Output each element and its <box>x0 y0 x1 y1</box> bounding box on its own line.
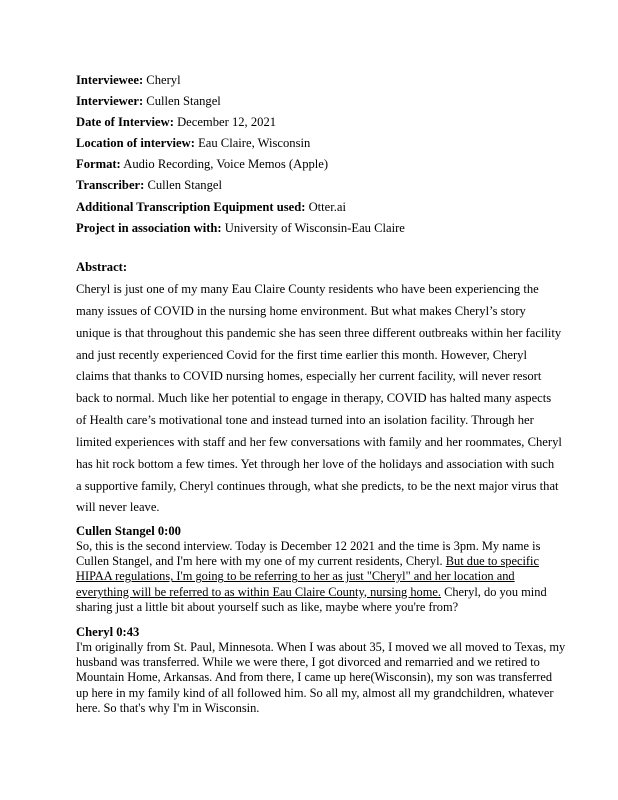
transcript-paragraph: I'm originally from St. Paul, Minnesota. When I was about 35, I moved we all moved to Texas, my husband was transferred. While we were there, I got divorced and remarried and we retired to Mountain Home, Arkansas. And from there, I came up here(Wisconsin), my son was transferred up here in my family kind of all followed him. So all my, almost all my grandchildren, whatever here. So that's why I'm in Wisconsin. <box>76 640 566 715</box>
date-value: December 12, 2021 <box>173 115 277 130</box>
project-value: University of Wisconsin-Eau Claire <box>221 220 405 235</box>
abstract-heading: Abstract: <box>76 260 128 274</box>
transcript-text: Cheryl, do you mind sharing just a little bit about yourself such as like, maybe where you're from? <box>76 584 547 614</box>
interviewee-value: Cheryl <box>143 73 181 87</box>
equipment-line <box>76 197 556 218</box>
project-label: Project in association with: <box>76 220 222 235</box>
transcript-text: So, this is the second interview. Today is December 12 2021 and the time is 3pm. My name is Cullen Stangel, and I'm here with my one of my current residents, Cheryl. <box>76 539 541 569</box>
transcript-underlined-text: But due to specific HIPAA regulations, I'm going to be referring to her as just "Cheryl" and her location and everything will be referred to as within Eau Claire County, nursing home. <box>76 554 540 599</box>
location-value: Eau Claire, Wisconsin <box>194 136 311 151</box>
interviewee-line <box>76 70 556 91</box>
transcriber-line <box>76 175 556 196</box>
transcriber-label: Transcriber: <box>76 178 145 193</box>
transcript-paragraph <box>76 539 566 615</box>
speaker-heading: Cheryl 0:43 <box>76 625 140 639</box>
interviewee-label: Interviewee: <box>76 73 144 87</box>
interviewer-value: Cullen Stangel <box>143 94 221 109</box>
date-line <box>76 112 556 133</box>
location-line <box>76 133 556 154</box>
format-line <box>76 154 556 175</box>
speaker-heading: Cullen Stangel 0:00 <box>76 524 181 538</box>
date-label: Date of Interview: <box>76 115 174 130</box>
location-label: Location of interview: <box>76 136 195 151</box>
abstract-body: Cheryl is just one of my many Eau Claire County residents who have been experiencing the many issues of COVID in the nursing home environment. But what makes Cheryl’s story unique is that throughout this pandemic she has seen three different outbreaks within her facility and just recently experienced Covid for the first time earlier this month. However, Cheryl claims that thanks to COVID nursing homes, especially her current facility, will never resort back to normal. Much like her potential to engage in therapy, COVID has halted many aspects of Health care’s motivational tone and instead turned into an isolation facility. Through her limited experiences with staff and her few conversations with family and her roommates, Cheryl has hit rock bottom a few times. Yet through her love of the holidays and association with such a supportive family, Cheryl continues through, what she predicts, to be the next major virus that will never leave. <box>76 282 562 515</box>
format-label: Format: <box>76 157 121 172</box>
interviewer-label: Interviewer: <box>76 94 144 109</box>
interviewer-line <box>76 91 556 112</box>
equipment-value: Otter.ai <box>305 199 347 214</box>
format-value: Audio Recording, Voice Memos (Apple) <box>120 157 329 172</box>
interview-metadata <box>76 70 556 239</box>
transcriber-value: Cullen Stangel <box>144 178 222 193</box>
equipment-label: Additional Transcription Equipment used: <box>76 199 306 214</box>
project-line <box>76 218 556 239</box>
